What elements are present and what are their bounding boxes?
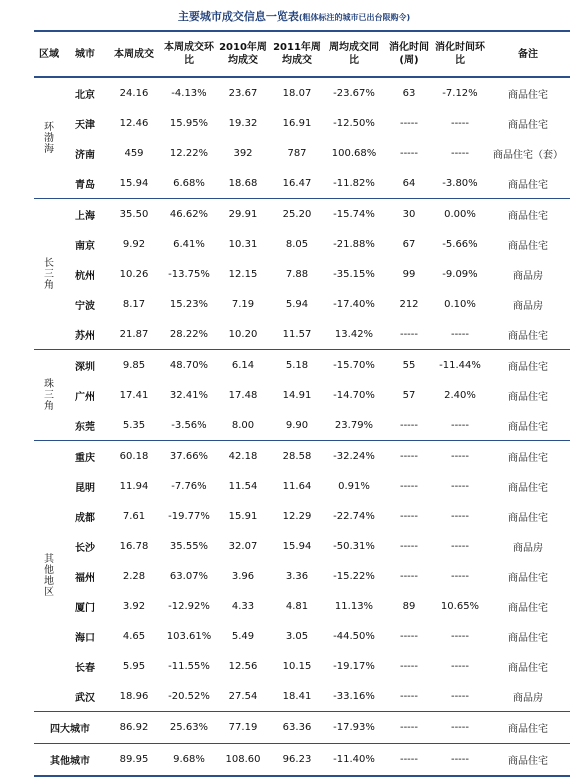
table-cell: ----- bbox=[450, 630, 470, 642]
region-cell bbox=[34, 199, 64, 350]
table-cell: 212 bbox=[399, 298, 419, 310]
table-row bbox=[34, 319, 570, 350]
city-name: 东莞 bbox=[64, 410, 106, 441]
table-cell: 459 bbox=[124, 147, 144, 159]
table-cell: 37.66% bbox=[169, 450, 209, 462]
table-cell: -15.22% bbox=[333, 570, 375, 582]
table-cell: 392 bbox=[233, 147, 253, 159]
table-cell: 12.22% bbox=[169, 147, 209, 159]
table-cell: -14.70% bbox=[333, 389, 375, 401]
table-cell: 9.92 bbox=[122, 238, 146, 250]
table-cell: 15.94 bbox=[106, 168, 162, 199]
table-row bbox=[34, 77, 570, 108]
table-cell: 99 bbox=[402, 268, 416, 280]
city-name: 杭州 bbox=[75, 270, 95, 282]
table-cell: 商品住宅 bbox=[486, 410, 570, 441]
table-cell: 63.36 bbox=[270, 712, 324, 744]
table-cell: 7.88 bbox=[285, 268, 309, 280]
table-cell: 89.95 bbox=[106, 744, 162, 777]
table-cell: 15.23% bbox=[169, 298, 209, 310]
table-cell: 15.95% bbox=[169, 117, 209, 129]
table-cell: 48.70% bbox=[169, 359, 209, 371]
table-cell: 10.15 bbox=[282, 660, 312, 672]
table-cell: ----- bbox=[434, 410, 486, 441]
summary-label: 其他城市 bbox=[34, 744, 106, 777]
table-cell: -3.80% bbox=[434, 168, 486, 199]
table-cell: 11.54 bbox=[228, 480, 258, 492]
table-cell: -19.77% bbox=[168, 510, 210, 522]
table-cell: 18.68 bbox=[216, 168, 270, 199]
table-cell: 18.41 bbox=[270, 681, 324, 712]
table-cell: 13.42% bbox=[324, 319, 384, 350]
table-cell: 8.05 bbox=[285, 238, 309, 250]
city-name: 青岛 bbox=[64, 168, 106, 199]
table-cell: ----- bbox=[450, 147, 470, 159]
table-cell: 商品住宅 bbox=[486, 319, 570, 350]
table-cell: 商品住宅 bbox=[508, 89, 548, 101]
table-cell: -7.76% bbox=[171, 480, 207, 492]
table-cell: 19.32 bbox=[228, 117, 258, 129]
subtitle-text: (粗体标注的城市已出台限购令) bbox=[298, 13, 411, 22]
table-cell: 3.96 bbox=[231, 570, 255, 582]
table-cell: 商品住宅 bbox=[508, 361, 548, 373]
table-cell: ----- bbox=[399, 117, 419, 129]
table-row bbox=[34, 410, 570, 441]
table-row bbox=[34, 561, 570, 591]
table-cell: ----- bbox=[434, 681, 486, 712]
city-name: 上海 bbox=[75, 210, 95, 222]
header-cell: 消化时间环比 bbox=[434, 31, 486, 77]
table-cell: -50.31% bbox=[333, 540, 375, 552]
table-cell: 商品住宅 bbox=[508, 240, 548, 252]
table-cell: ----- bbox=[450, 480, 470, 492]
table-cell: -19.17% bbox=[333, 660, 375, 672]
table-cell: -22.74% bbox=[333, 510, 375, 522]
table-cell: 商品住宅 bbox=[486, 744, 570, 777]
table-cell: -11.44% bbox=[439, 359, 481, 371]
table-cell: ----- bbox=[384, 410, 434, 441]
table-cell: 86.92 bbox=[106, 712, 162, 744]
table-cell: ----- bbox=[399, 480, 419, 492]
table-cell: -21.88% bbox=[333, 238, 375, 250]
table-cell: 商品住宅 bbox=[508, 452, 548, 464]
table-cell: 16.47 bbox=[270, 168, 324, 199]
table-cell: -11.40% bbox=[324, 744, 384, 777]
table-cell: 17.41 bbox=[119, 389, 149, 401]
table-cell: -9.09% bbox=[442, 268, 478, 280]
table-cell: ----- bbox=[434, 319, 486, 350]
table-cell: ----- bbox=[450, 510, 470, 522]
table-cell: 0.91% bbox=[338, 480, 370, 492]
table-cell: -44.50% bbox=[333, 630, 375, 642]
table-row bbox=[34, 350, 570, 381]
region-cell bbox=[34, 350, 64, 441]
table-cell: 7.19 bbox=[231, 298, 255, 310]
table-row bbox=[34, 289, 570, 319]
table-cell: 8.00 bbox=[216, 410, 270, 441]
city-name: 天津 bbox=[75, 119, 95, 131]
table-cell: 9.68% bbox=[162, 744, 216, 777]
table-cell: -11.55% bbox=[168, 660, 210, 672]
table-cell: 27.54 bbox=[216, 681, 270, 712]
table-cell: 商品房 bbox=[513, 300, 543, 312]
table-cell: 0.00% bbox=[444, 208, 476, 220]
table-cell: 63 bbox=[402, 87, 416, 99]
table-cell: 商品房 bbox=[513, 542, 543, 554]
table-cell: -12.92% bbox=[168, 600, 210, 612]
table-cell: 7.61 bbox=[122, 510, 146, 522]
region-label: 其他地区 bbox=[44, 554, 54, 598]
city-name: 厦门 bbox=[75, 602, 95, 614]
table-cell: -32.24% bbox=[333, 450, 375, 462]
table-cell: 6.41% bbox=[173, 238, 205, 250]
city-name: 长春 bbox=[75, 662, 95, 674]
header-cell: 区域 bbox=[34, 31, 64, 77]
table-cell: 商品住宅 bbox=[508, 482, 548, 494]
table-cell: 10.26 bbox=[119, 268, 149, 280]
city-name: 福州 bbox=[75, 572, 95, 584]
city-name: 宁波 bbox=[75, 300, 95, 312]
table-cell: ----- bbox=[434, 712, 486, 744]
summary-row bbox=[34, 712, 570, 744]
table-cell: 12.46 bbox=[119, 117, 149, 129]
table-cell: 60.18 bbox=[119, 450, 149, 462]
table-cell: -15.74% bbox=[333, 208, 375, 220]
region-label: 长三角 bbox=[44, 257, 54, 291]
header-row bbox=[34, 31, 570, 77]
table-cell: 3.36 bbox=[285, 570, 309, 582]
table-cell: 10.20 bbox=[216, 319, 270, 350]
table-cell: 11.57 bbox=[270, 319, 324, 350]
header-cell: 2011年周均成交 bbox=[270, 31, 324, 77]
table-cell: ----- bbox=[399, 510, 419, 522]
table-cell: 108.60 bbox=[216, 744, 270, 777]
table-title bbox=[0, 8, 588, 24]
table-cell: ----- bbox=[399, 630, 419, 642]
city-name: 成都 bbox=[75, 512, 95, 524]
table-cell: 35.50 bbox=[119, 208, 149, 220]
table-cell: 21.87 bbox=[106, 319, 162, 350]
table-cell: 商品住宅 bbox=[508, 512, 548, 524]
summary-row bbox=[34, 744, 570, 777]
table-cell: 2.28 bbox=[122, 570, 146, 582]
table-row bbox=[34, 681, 570, 712]
table-body bbox=[34, 77, 570, 776]
table-cell: 商品住宅 bbox=[508, 391, 548, 403]
table-cell: -17.40% bbox=[333, 298, 375, 310]
table-cell: 商品住宅 bbox=[508, 632, 548, 644]
table-cell: 9.85 bbox=[122, 359, 146, 371]
table-cell: 2.40% bbox=[444, 389, 476, 401]
table-cell: 63.07% bbox=[169, 570, 209, 582]
table-cell: 25.20 bbox=[282, 208, 312, 220]
table-cell: ----- bbox=[384, 319, 434, 350]
city-transaction-table bbox=[34, 30, 570, 777]
table-cell: 29.91 bbox=[228, 208, 258, 220]
city-name: 济南 bbox=[75, 149, 95, 161]
table-cell: 商品房 bbox=[513, 270, 543, 282]
table-row bbox=[34, 138, 570, 168]
table-cell: 77.19 bbox=[216, 712, 270, 744]
city-name: 广州 bbox=[75, 391, 95, 403]
table-cell: 12.15 bbox=[228, 268, 258, 280]
table-cell: -4.13% bbox=[171, 87, 207, 99]
table-cell: -13.75% bbox=[168, 268, 210, 280]
table-cell: 10.31 bbox=[228, 238, 258, 250]
header-cell: 2010年周均成交 bbox=[216, 31, 270, 77]
table-cell: 5.35 bbox=[106, 410, 162, 441]
table-cell: 11.13% bbox=[334, 600, 374, 612]
table-cell: ----- bbox=[384, 712, 434, 744]
table-cell: ----- bbox=[399, 147, 419, 159]
table-cell: ----- bbox=[399, 570, 419, 582]
table-row bbox=[34, 229, 570, 259]
table-cell: 5.18 bbox=[285, 359, 309, 371]
table-cell: 商品住宅 bbox=[508, 662, 548, 674]
table-cell: 100.68% bbox=[331, 147, 377, 159]
table-cell: 28.58 bbox=[282, 450, 312, 462]
table-cell: ----- bbox=[434, 744, 486, 777]
city-name: 海口 bbox=[75, 632, 95, 644]
table-cell: 商品住宅 bbox=[486, 712, 570, 744]
region-cell bbox=[34, 77, 64, 199]
table-cell: 6.14 bbox=[231, 359, 255, 371]
table-cell: 14.91 bbox=[282, 389, 312, 401]
city-name: 苏州 bbox=[64, 319, 106, 350]
table-cell: 11.94 bbox=[119, 480, 149, 492]
table-cell: -15.70% bbox=[333, 359, 375, 371]
city-name: 南京 bbox=[75, 240, 95, 252]
table-cell: -35.15% bbox=[333, 268, 375, 280]
table-cell: ----- bbox=[399, 540, 419, 552]
table-cell: 16.78 bbox=[119, 540, 149, 552]
table-cell: 4.65 bbox=[122, 630, 146, 642]
table-cell: 12.56 bbox=[228, 660, 258, 672]
table-cell: 32.07 bbox=[228, 540, 258, 552]
table-cell: ----- bbox=[399, 450, 419, 462]
city-name: 长沙 bbox=[75, 542, 95, 554]
table-row bbox=[34, 531, 570, 561]
table-cell: -33.16% bbox=[324, 681, 384, 712]
table-cell: 46.62% bbox=[169, 208, 209, 220]
table-cell: 35.55% bbox=[169, 540, 209, 552]
table-cell: ----- bbox=[450, 660, 470, 672]
table-cell: 23.67 bbox=[228, 87, 258, 99]
table-cell: 商品住宅 bbox=[508, 119, 548, 131]
table-cell: 28.22% bbox=[162, 319, 216, 350]
table-cell: 商品住宅 bbox=[486, 168, 570, 199]
table-cell: 5.95 bbox=[122, 660, 146, 672]
table-cell: 3.92 bbox=[122, 600, 146, 612]
table-cell: 5.94 bbox=[285, 298, 309, 310]
table-cell: ----- bbox=[384, 681, 434, 712]
table-cell: 12.29 bbox=[282, 510, 312, 522]
table-cell: -7.12% bbox=[442, 87, 478, 99]
table-cell: -12.50% bbox=[333, 117, 375, 129]
table-cell: -23.67% bbox=[333, 87, 375, 99]
table-cell: 6.68% bbox=[162, 168, 216, 199]
city-name: 武汉 bbox=[64, 681, 106, 712]
table-cell: 23.79% bbox=[324, 410, 384, 441]
header-cell: 消化时间(周) bbox=[384, 31, 434, 77]
table-cell: 30 bbox=[402, 208, 416, 220]
table-row bbox=[34, 259, 570, 289]
city-name: 昆明 bbox=[75, 482, 95, 494]
table-cell: 89 bbox=[402, 600, 416, 612]
table-cell: 16.91 bbox=[282, 117, 312, 129]
header-cell: 本周成交环比 bbox=[162, 31, 216, 77]
table-cell: ----- bbox=[399, 660, 419, 672]
table-cell: 4.33 bbox=[231, 600, 255, 612]
table-row bbox=[34, 591, 570, 621]
table-row bbox=[34, 651, 570, 681]
table-row bbox=[34, 380, 570, 410]
table-cell: 9.90 bbox=[270, 410, 324, 441]
table-cell: ----- bbox=[450, 450, 470, 462]
table-row bbox=[34, 108, 570, 138]
table-cell: ----- bbox=[450, 570, 470, 582]
table-row bbox=[34, 441, 570, 472]
table-cell: ----- bbox=[384, 744, 434, 777]
table-cell: 8.17 bbox=[122, 298, 146, 310]
table-cell: 3.05 bbox=[285, 630, 309, 642]
table-cell: 11.64 bbox=[282, 480, 312, 492]
table-row bbox=[34, 168, 570, 199]
table-cell: -5.66% bbox=[442, 238, 478, 250]
region-label: 环渤海 bbox=[44, 121, 54, 155]
table-cell: ----- bbox=[450, 117, 470, 129]
region-label: 珠三角 bbox=[44, 378, 54, 412]
table-cell: 商品住宅 bbox=[508, 210, 548, 222]
summary-label: 四大城市 bbox=[34, 712, 106, 744]
title-text: 主要城市成交信息一览表 bbox=[177, 10, 299, 23]
header-cell: 城市 bbox=[64, 31, 106, 77]
table-cell: 55 bbox=[402, 359, 416, 371]
header-cell: 周均成交同比 bbox=[324, 31, 384, 77]
table-cell: 64 bbox=[384, 168, 434, 199]
table-row bbox=[34, 199, 570, 230]
city-name: 深圳 bbox=[75, 361, 95, 373]
table-cell: 18.96 bbox=[106, 681, 162, 712]
table-cell: 15.91 bbox=[228, 510, 258, 522]
header-cell: 备注 bbox=[486, 31, 570, 77]
city-name: 北京 bbox=[75, 89, 95, 101]
table-cell: 96.23 bbox=[270, 744, 324, 777]
table-cell: 24.16 bbox=[119, 87, 149, 99]
table-cell: -3.56% bbox=[162, 410, 216, 441]
table-cell: 42.18 bbox=[228, 450, 258, 462]
table-cell: 67 bbox=[402, 238, 416, 250]
table-cell: 103.61% bbox=[166, 630, 212, 642]
table-cell: 17.48 bbox=[228, 389, 258, 401]
table-cell: 商品房 bbox=[486, 681, 570, 712]
table-cell: 57 bbox=[402, 389, 416, 401]
table-cell: 商品住宅 bbox=[508, 602, 548, 614]
table-cell: 4.81 bbox=[285, 600, 309, 612]
table-cell: -17.93% bbox=[324, 712, 384, 744]
table-cell: -20.52% bbox=[162, 681, 216, 712]
table-cell: 0.10% bbox=[444, 298, 476, 310]
table-cell: 18.07 bbox=[282, 87, 312, 99]
table-cell: 商品住宅（套） bbox=[493, 149, 563, 161]
region-cell bbox=[34, 441, 64, 712]
city-name: 重庆 bbox=[75, 452, 95, 464]
table-cell: 5.49 bbox=[231, 630, 255, 642]
table-cell: 32.41% bbox=[169, 389, 209, 401]
header-cell: 本周成交 bbox=[106, 31, 162, 77]
table-cell: 787 bbox=[287, 147, 307, 159]
table-cell: ----- bbox=[450, 540, 470, 552]
table-cell: 25.63% bbox=[162, 712, 216, 744]
table-cell: 商品住宅 bbox=[508, 572, 548, 584]
table-cell: 15.94 bbox=[282, 540, 312, 552]
table-row bbox=[34, 471, 570, 501]
table-row bbox=[34, 501, 570, 531]
table-row bbox=[34, 621, 570, 651]
table-cell: 10.65% bbox=[440, 600, 480, 612]
table-cell: -11.82% bbox=[324, 168, 384, 199]
